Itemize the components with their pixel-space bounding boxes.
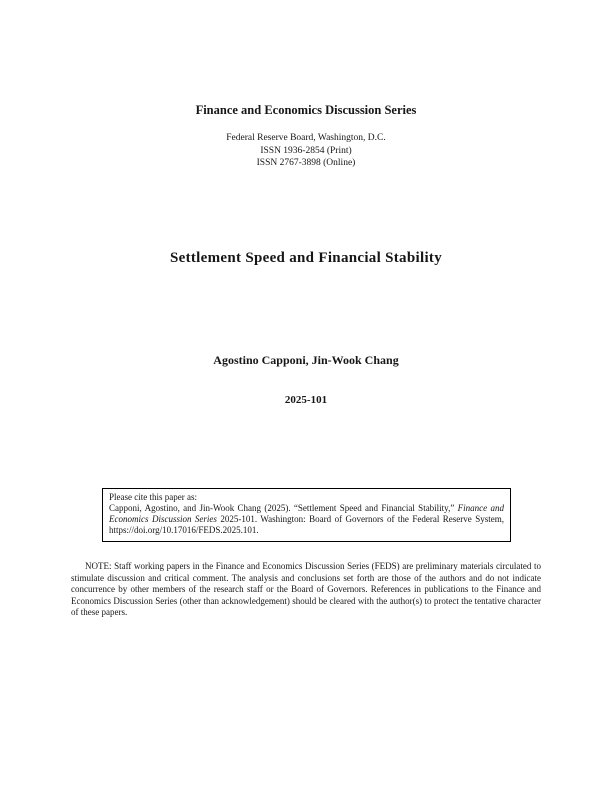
citation-box bbox=[102, 488, 511, 542]
issn-online-line: ISSN 2767-3898 (Online) bbox=[256, 158, 356, 168]
citation-text-before: Capponi, Agostino, and Jin-Wook Chang (2025). “Settlement Speed and Financial Stability,” bbox=[109, 503, 458, 513]
series-title: Finance and Economics Discussion Series bbox=[195, 103, 417, 117]
issn-print-line: ISSN 1936-2854 (Print) bbox=[260, 146, 352, 156]
citation-text-after: 2025-101. Washington: Board of Governors of the Federal Reserve System, https://doi.org/10.17016/FEDS.2025.101. bbox=[109, 514, 504, 535]
paper-title: Settlement Speed and Financial Stability bbox=[169, 250, 443, 266]
paper-number: 2025-101 bbox=[284, 394, 328, 406]
institution-line: Federal Reserve Board, Washington, D.C. bbox=[226, 133, 386, 143]
note-paragraph: NOTE: Staff working papers in the Finance and Economics Discussion Series (FEDS) are preliminary materials circulated to stimulate discussion and critical comment. The analysis and conclusions set forth are those of the authors and do not indicate concurrence by other members of the research staff or the Board of Governors. References in publications to the Finance and Economics Discussion Series (other than acknowledgement) should be cleared with the author(s) to protect the tentative character of these papers. bbox=[71, 561, 541, 617]
citation-series-name: Finance and Economics Discussion Series bbox=[109, 503, 504, 524]
paper-authors: Agostino Capponi, Jin-Wook Chang bbox=[213, 353, 399, 367]
citation-label: Please cite this paper as: bbox=[109, 492, 197, 502]
